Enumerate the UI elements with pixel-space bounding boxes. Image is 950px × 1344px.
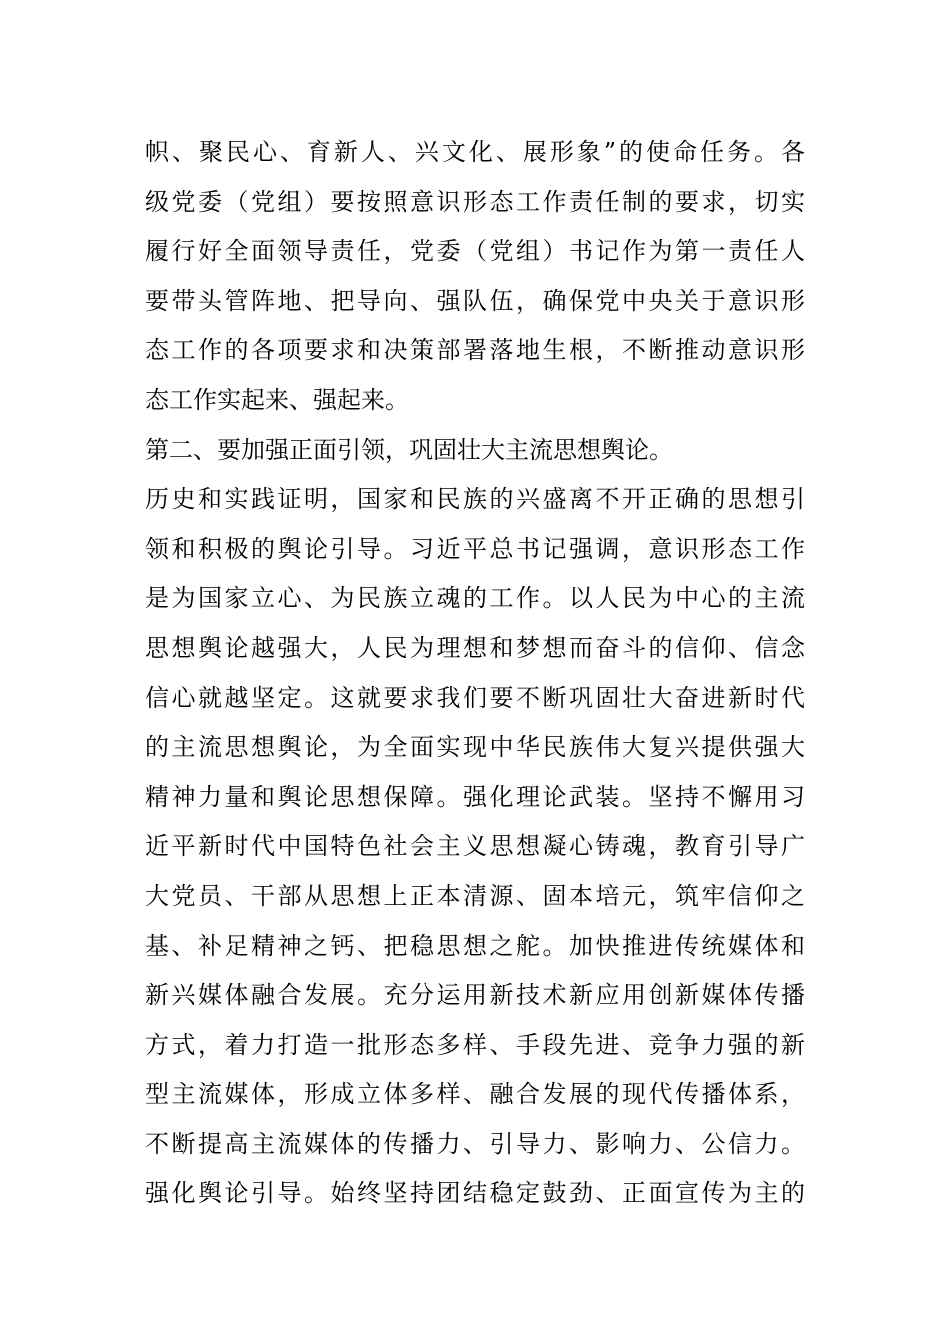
text-line: 历史和实践证明，国家和民族的兴盛离不开正确的思想引 [145,485,805,514]
text-line: 级党委（党组）要按照意识形态工作责任制的要求，切实 [145,187,805,216]
text-line: 的主流思想舆论，为全面实现中华民族伟大复兴提供强大 [145,733,805,762]
text-line: 不断提高主流媒体的传播力、引导力、影响力、公信力。 [145,1129,805,1158]
text-line: 基、补足精神之钙、把稳思想之舵。加快推进传统媒体和 [145,931,805,960]
paragraph-end-line: 态工作实起来、强起来。 [145,385,409,414]
text-line: 领和积极的舆论引导。习近平总书记强调，意识形态工作 [145,534,805,563]
text-line: 要带头管阵地、把导向、强队伍，确保党中央关于意识形 [145,286,805,315]
text-line: 型主流媒体，形成立体多样、融合发展的现代传播体系， [145,1080,805,1109]
text-line: 强化舆论引导。始终坚持团结稳定鼓劲、正面宣传为主的 [145,1179,805,1208]
text-line: 是为国家立心、为民族立魂的工作。以人民为中心的主流 [145,584,805,613]
section-heading: 第二、要加强正面引领，巩固壮大主流思想舆论。 [145,435,673,464]
text-line: 态工作的各项要求和决策部署落地生根，不断推动意识形 [145,336,805,365]
text-line: 帜、聚民心、育新人、兴文化、展形象”的使命任务。各 [145,138,805,166]
document-body [145,128,805,1219]
text-line: 近平新时代中国特色社会主义思想凝心铸魂，教育引导广 [145,832,805,861]
text-line: 履行好全面领导责任，党委（党组）书记作为第一责任人 [145,237,805,266]
text-line: 信心就越坚定。这就要求我们要不断巩固壮大奋进新时代 [145,683,805,712]
text-line: 大党员、干部从思想上正本清源、固本培元，筑牢信仰之 [145,881,805,910]
text-line: 精神力量和舆论思想保障。强化理论武装。坚持不懈用习 [145,782,805,811]
text-line: 思想舆论越强大，人民为理想和梦想而奋斗的信仰、信念 [145,633,805,662]
text-line: 方式，着力打造一批形态多样、手段先进、竞争力强的新 [145,1030,805,1059]
text-line: 新兴媒体融合发展。充分运用新技术新应用创新媒体传播 [145,981,805,1010]
